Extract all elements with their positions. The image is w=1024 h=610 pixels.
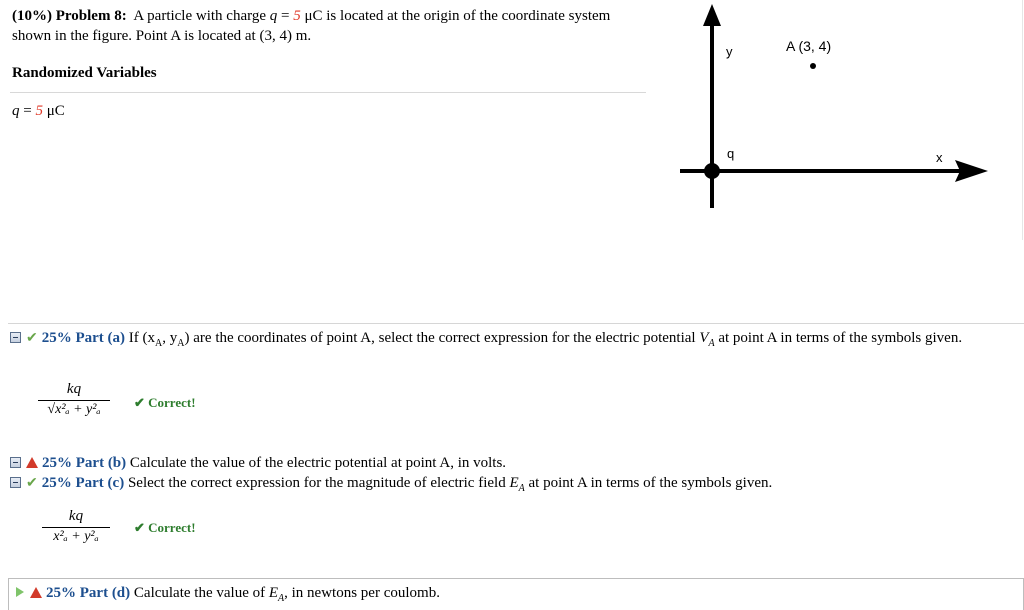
figure-border bbox=[1022, 0, 1023, 240]
part-c-percent: 25% bbox=[41, 475, 72, 491]
part-d-percent: 25% bbox=[46, 585, 76, 601]
problem-label: Problem 8: bbox=[55, 8, 127, 24]
problem-statement bbox=[12, 6, 632, 46]
randomized-divider bbox=[10, 92, 646, 93]
part-a-percent: 25% bbox=[41, 330, 72, 346]
part-d-E: E bbox=[268, 585, 279, 601]
part-d-text-after: , in newtons per coulomb. bbox=[284, 585, 440, 601]
collapse-icon[interactable] bbox=[10, 457, 21, 468]
part-a-text-before: If ( bbox=[128, 330, 148, 346]
part-a-V: V bbox=[699, 330, 709, 346]
randomized-q-value: 5 bbox=[35, 103, 43, 119]
part-c-answer-expression bbox=[36, 508, 116, 545]
part-a-feedback: ✔ Correct! bbox=[134, 395, 196, 410]
part-c-numerator: kq bbox=[68, 508, 84, 524]
part-d-E-sub: A bbox=[278, 593, 285, 604]
section-divider bbox=[8, 323, 1024, 324]
charge-label: q bbox=[727, 146, 735, 161]
part-c-label[interactable]: Part (c) bbox=[75, 475, 125, 491]
problem-q-unit: μC bbox=[304, 8, 323, 24]
part-a-label[interactable]: Part (a) bbox=[75, 330, 126, 346]
part-a-text-mid: ) are the coordinates of point A, select the correct expression for the electric potential bbox=[184, 330, 696, 346]
point-a-label: A (3, 4) bbox=[786, 38, 832, 54]
part-a-text-wrap: given. bbox=[925, 330, 963, 346]
problem-q-value: 5 bbox=[293, 8, 301, 24]
part-a-text-after: at point A in terms of the symbols bbox=[718, 330, 922, 346]
part-c-E-sub: A bbox=[518, 483, 525, 494]
warning-icon bbox=[26, 457, 38, 468]
part-a-header[interactable] bbox=[10, 328, 1015, 354]
part-c-text-after: at point A in terms of the symbols given. bbox=[528, 475, 773, 491]
part-c-text-before: Select the correct expression for the magnitude of electric field bbox=[127, 475, 506, 491]
part-c-fraction-bar bbox=[42, 527, 110, 528]
part-b-percent: 25% bbox=[42, 455, 72, 471]
problem-weight: (10%) bbox=[12, 8, 52, 24]
part-c-denominator: x²ₐ + y²ₐ bbox=[53, 529, 99, 544]
part-b-header[interactable] bbox=[10, 453, 1015, 473]
randomized-eq: = bbox=[19, 103, 36, 119]
x-axis-label: x bbox=[936, 150, 943, 165]
problem-text-before: A particle with charge bbox=[133, 8, 266, 24]
part-a-denominator: √x²ₐ + y²ₐ bbox=[47, 402, 101, 417]
part-a-xa: x bbox=[147, 330, 156, 346]
point-a-dot bbox=[810, 63, 816, 69]
problem-text-after: is located at the origin of the coordinate system shown in the figure. Point A is located at (3, 4) m. bbox=[12, 8, 611, 44]
part-c-E: E bbox=[509, 475, 519, 491]
collapse-icon[interactable] bbox=[10, 477, 21, 488]
y-axis-label: y bbox=[726, 44, 733, 59]
part-a-V-sub: A bbox=[708, 338, 715, 349]
part-d-header[interactable] bbox=[14, 583, 1014, 609]
part-b-text: Calculate the value of the electric potential at point A, in volts. bbox=[129, 455, 507, 471]
randomized-variables-title: Randomized Variables bbox=[12, 65, 157, 81]
randomized-q-var: q bbox=[12, 103, 20, 119]
randomized-q-line bbox=[12, 103, 65, 120]
part-d-label[interactable]: Part (d) bbox=[79, 585, 131, 601]
part-c-feedback: ✔ Correct! bbox=[134, 520, 196, 535]
check-icon: ✔ bbox=[26, 476, 38, 491]
part-b-label[interactable]: Part (b) bbox=[75, 455, 127, 471]
y-axis-arrow bbox=[703, 4, 721, 26]
part-c-header[interactable] bbox=[10, 473, 1015, 499]
randomized-q-unit: μC bbox=[46, 103, 65, 119]
coordinate-figure bbox=[660, 0, 1010, 220]
collapse-icon[interactable] bbox=[10, 332, 21, 343]
part-a-numerator: kq bbox=[66, 381, 82, 397]
part-a-comma: , bbox=[162, 330, 170, 346]
part-a-ya: y bbox=[169, 330, 178, 346]
check-icon: ✔ bbox=[26, 331, 38, 346]
charge-dot bbox=[704, 163, 720, 179]
part-a-ya-sub: A bbox=[177, 338, 185, 349]
expand-icon[interactable] bbox=[16, 587, 24, 597]
part-a-answer-expression bbox=[34, 381, 114, 418]
part-a-fraction-bar bbox=[38, 400, 110, 401]
part-d-text-before: Calculate the value of bbox=[133, 585, 266, 601]
problem-q-var: q bbox=[269, 8, 278, 24]
warning-icon bbox=[30, 587, 42, 598]
part-a-xa-sub: A bbox=[155, 338, 163, 349]
problem-eq: = bbox=[277, 8, 294, 24]
